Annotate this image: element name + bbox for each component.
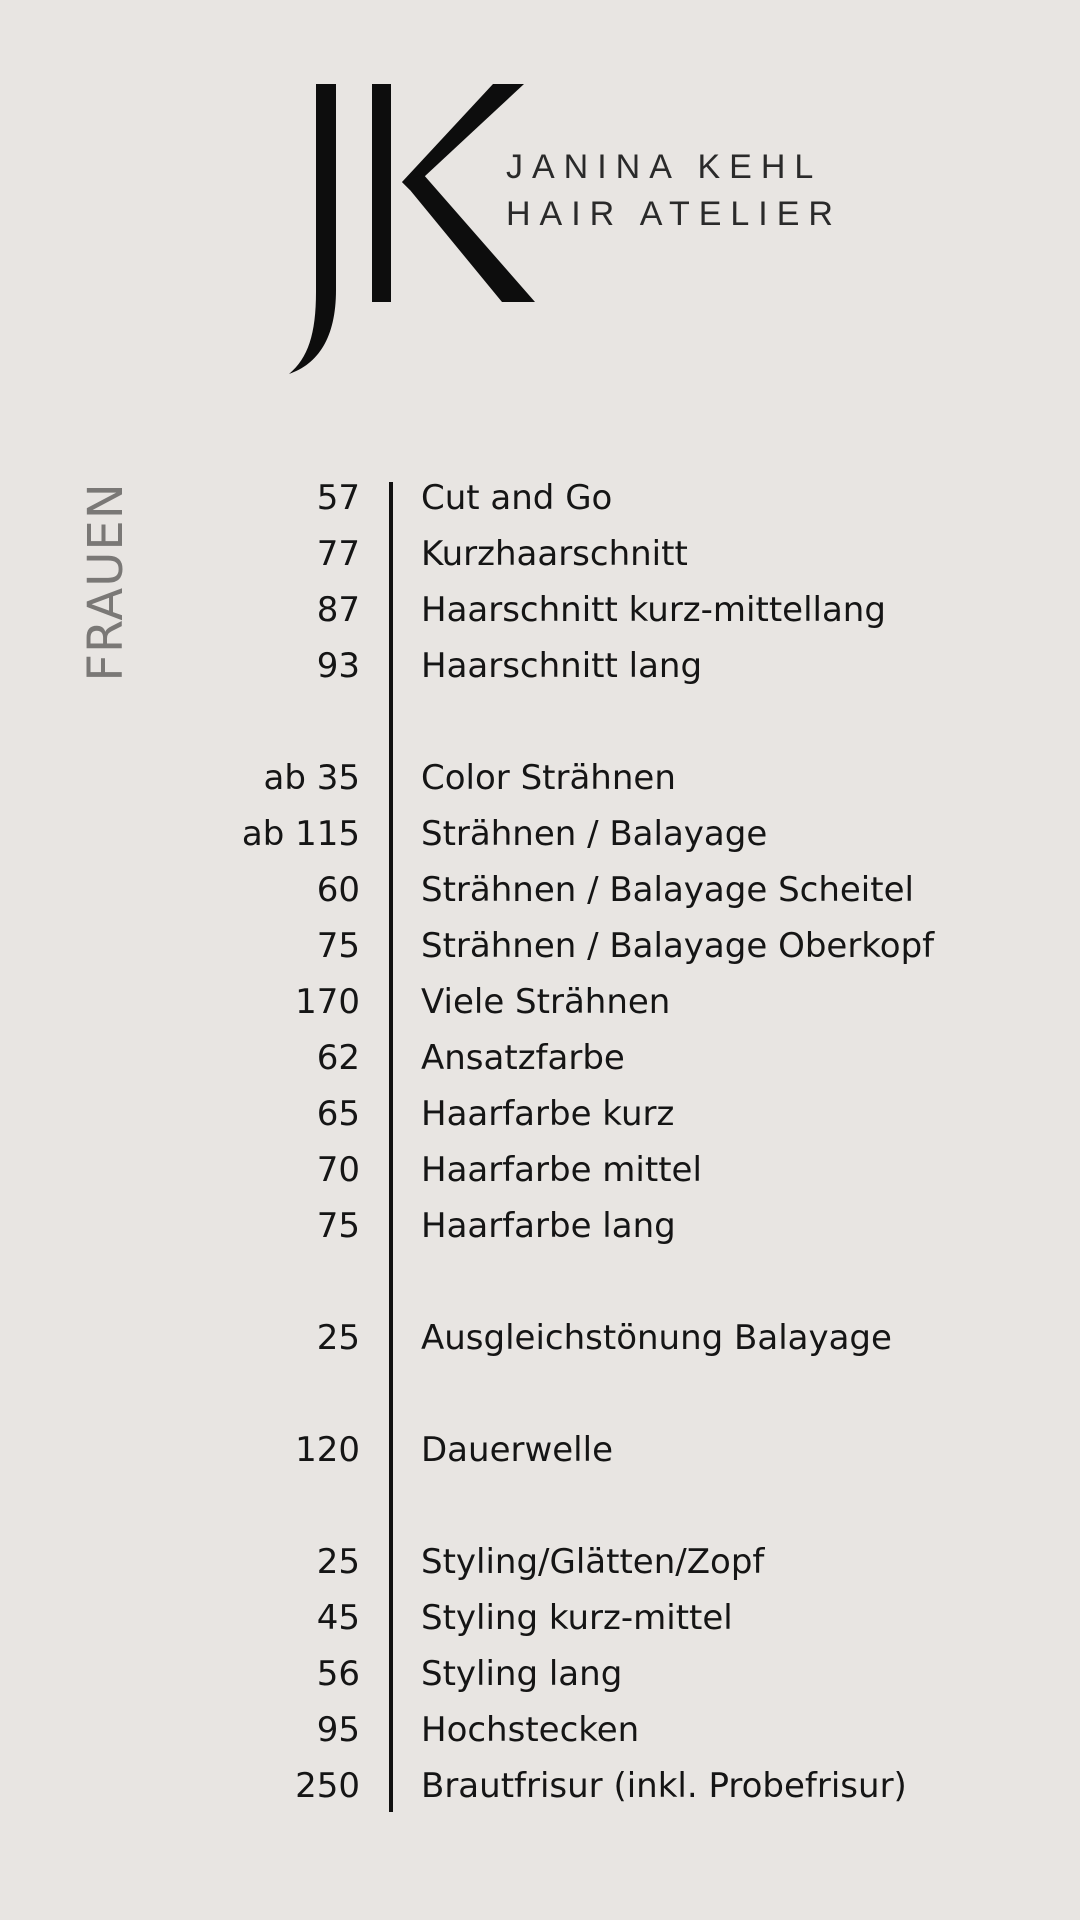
price-row xyxy=(0,974,1080,1030)
jk-monogram-icon xyxy=(280,78,540,378)
service-name: Styling kurz-mittel xyxy=(421,1598,733,1638)
price-row xyxy=(0,1142,1080,1198)
brand-logo xyxy=(280,78,842,378)
service-name: Strähnen / Balayage Scheitel xyxy=(421,870,914,910)
brand-name-line-1: JANINA KEHL xyxy=(506,148,823,186)
price-value: 57 xyxy=(316,478,360,518)
price-value: 65 xyxy=(316,1094,360,1134)
price-row xyxy=(0,470,1080,526)
section-title: FRAUEN xyxy=(78,482,134,682)
price-row xyxy=(0,1030,1080,1086)
price-value: 70 xyxy=(316,1150,360,1190)
service-name: Styling lang xyxy=(421,1654,623,1694)
price-row xyxy=(0,750,1080,806)
price-row xyxy=(0,806,1080,862)
brand-name xyxy=(506,144,842,238)
price-value: 95 xyxy=(316,1710,360,1750)
service-name: Haarfarbe lang xyxy=(421,1206,676,1246)
price-value: 25 xyxy=(316,1542,360,1582)
service-name: Dauerwelle xyxy=(421,1430,613,1470)
price-value: 25 xyxy=(316,1318,360,1358)
price-row xyxy=(0,1422,1080,1478)
price-value: 75 xyxy=(316,1206,360,1246)
service-name: Styling/Glätten/Zopf xyxy=(421,1542,765,1582)
price-value: 93 xyxy=(316,646,360,686)
service-name: Haarschnitt lang xyxy=(421,646,703,686)
service-name: Ansatzfarbe xyxy=(421,1038,625,1078)
service-name: Viele Strähnen xyxy=(421,982,671,1022)
price-row xyxy=(0,1646,1080,1702)
service-name: Ausgleichstönung Balayage xyxy=(421,1318,892,1358)
price-value: 77 xyxy=(316,534,360,574)
service-name: Kurzhaarschnitt xyxy=(421,534,688,574)
service-name: Haarfarbe kurz xyxy=(421,1094,675,1134)
service-name: Haarschnitt kurz-mittellang xyxy=(421,590,886,630)
price-row xyxy=(0,1534,1080,1590)
service-name: Strähnen / Balayage Oberkopf xyxy=(421,926,935,966)
price-value: 62 xyxy=(316,1038,360,1078)
price-value: 60 xyxy=(316,870,360,910)
price-value: 250 xyxy=(295,1766,360,1806)
price-row xyxy=(0,862,1080,918)
price-row xyxy=(0,1086,1080,1142)
price-row xyxy=(0,1758,1080,1814)
price-value: 170 xyxy=(295,982,360,1022)
service-name: Haarfarbe mittel xyxy=(421,1150,702,1190)
price-value: 45 xyxy=(316,1598,360,1638)
price-value: ab 115 xyxy=(241,814,360,854)
price-row xyxy=(0,526,1080,582)
price-row xyxy=(0,918,1080,974)
price-value: ab 35 xyxy=(263,758,360,798)
price-row xyxy=(0,582,1080,638)
price-row xyxy=(0,1310,1080,1366)
brand-name-line-2: HAIR ATELIER xyxy=(506,195,842,233)
price-row xyxy=(0,1198,1080,1254)
service-name: Cut and Go xyxy=(421,478,613,518)
price-row xyxy=(0,1590,1080,1646)
service-name: Hochstecken xyxy=(421,1710,640,1750)
price-value: 75 xyxy=(316,926,360,966)
price-row xyxy=(0,1702,1080,1758)
price-value: 56 xyxy=(316,1654,360,1694)
price-value: 87 xyxy=(316,590,360,630)
price-row xyxy=(0,638,1080,694)
service-name: Brautfrisur (inkl. Probefrisur) xyxy=(421,1766,907,1806)
price-value: 120 xyxy=(295,1430,360,1470)
service-name: Color Strähnen xyxy=(421,758,676,798)
service-name: Strähnen / Balayage xyxy=(421,814,768,854)
